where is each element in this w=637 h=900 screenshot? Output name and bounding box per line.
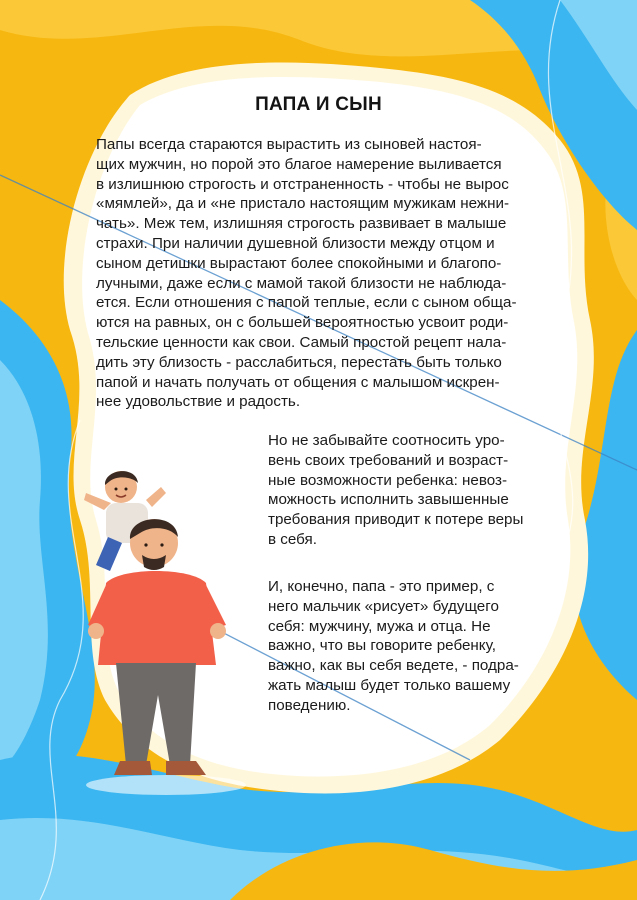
- page-title: ПАПА И СЫН: [255, 94, 382, 115]
- intro-paragraph: Папы всегда стараются вырастить из сыновей настоя- щих мужчин, но порой это благое намерение выливается в излишнюю строгость и отстраненность - чтобы не вырос «мямлей», да и «не пристало настоящим мужикам нежни- чать». Меж тем, излишняя строгость развивает в малыше страхи. При наличии душевной близости между отцом и сыном детишки вырастают более спокойными и благопо- лучными, даже если с мамой такой близости не наблюда- ется. Если отношения с папой теплые, если с сыном обща- ются на равных, он с большей вероятностью усвоит роди- тельские ценности как свои. Самый простой рецепт нала- дить эту близость - расслабиться, перестать быть только папой и начать получать от общения с малышом искрен- нее удовольствие и радость.: [96, 136, 517, 411]
- example-paragraph: И, конечно, папа - это пример, с него мальчик «рисует» будущего себя: мужчину, мужа и отца. Не важно, что вы говорите ребенку, важно, как вы себя ведете, - подра- жать малыш будет только вашему поведению.: [268, 578, 519, 714]
- father-son-illustration: [66, 455, 256, 805]
- requirements-paragraph: Но не забывайте соотносить уро- вень своих требований и возраст- ные возможности ребенка: невоз- можность исполнить завышенные требования приводит к потере веры в себя.: [268, 432, 524, 548]
